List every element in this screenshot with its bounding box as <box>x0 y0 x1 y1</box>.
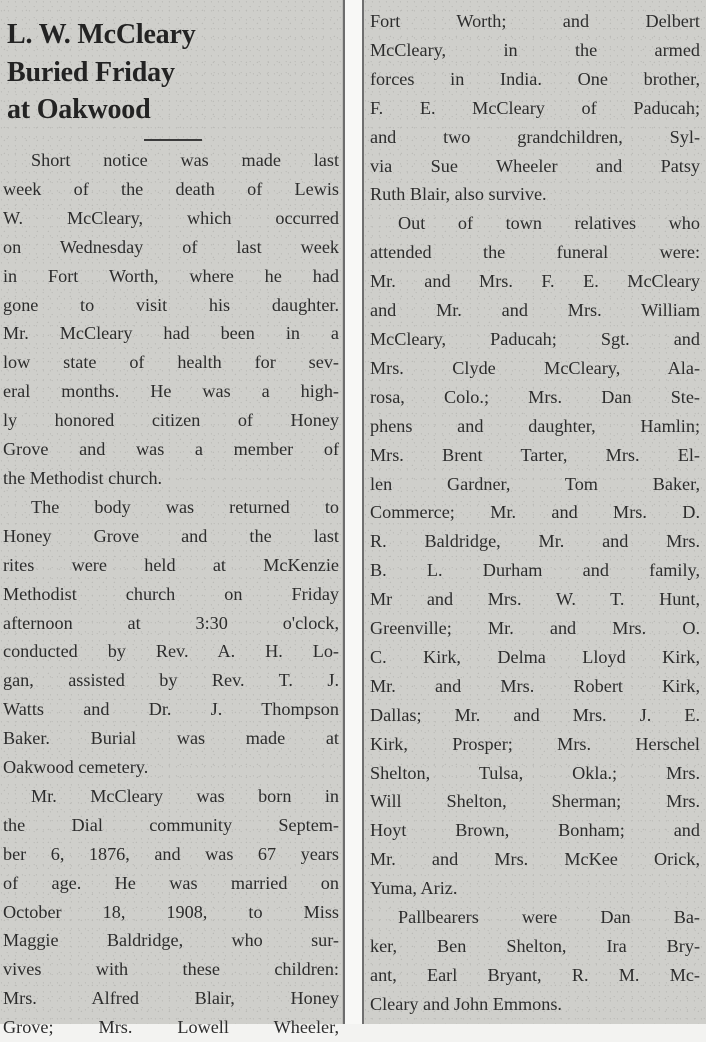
headline-line: Buried Friday <box>7 56 175 88</box>
article-line: Out of town relatives who <box>398 213 700 234</box>
article-line: Kirk, Prosper; Mrs. Herschel <box>370 733 700 754</box>
article-line: The body was returned to <box>31 496 339 517</box>
article-line: conducted by Rev. A. H. Lo- <box>3 641 339 662</box>
article-line: Mr. and Mrs. F. E. McCleary <box>370 271 700 292</box>
article-line: W. McCleary, which occurred <box>3 207 339 228</box>
article-line: len Gardner, Tom Baker, <box>370 473 700 494</box>
article-line: R. Baldridge, Mr. and Mrs. <box>370 531 700 552</box>
article-line: Watts and Dr. J. Thompson <box>3 699 339 720</box>
article-line: rites were held at McKenzie <box>3 554 339 575</box>
article-line: Mr and Mrs. W. T. Hunt, <box>370 589 700 610</box>
right-article-text <box>370 7 700 1019</box>
article-line: attended the funeral were: <box>370 242 700 263</box>
headline-line: at Oakwood <box>7 94 151 126</box>
article-line: of age. He was married on <box>3 872 339 893</box>
article-line: eral months. He was a high- <box>3 381 339 402</box>
article-line: gone to visit his daughter. <box>3 294 339 315</box>
article-line: Ruth Blair, also survive. <box>370 184 547 205</box>
article-line: Short notice was made last <box>31 150 339 170</box>
article-line: Dallas; Mr. and Mrs. J. E. <box>370 704 700 725</box>
article-line: Mr. and Mrs. McKee Orick, <box>370 849 700 870</box>
article-line: Mrs. Alfred Blair, Honey <box>3 988 339 1009</box>
article-line: Mr. and Mrs. Robert Kirk, <box>370 675 700 696</box>
article-line: phens and daughter, Hamlin; <box>370 415 700 436</box>
article-line: ber 6, 1876, and was 67 years <box>3 843 339 864</box>
article-line: Pallbearers were Dan Ba- <box>398 907 700 928</box>
article-line: ant, Earl Bryant, R. M. Mc- <box>370 964 700 985</box>
article-line: the Dial community Septem- <box>3 814 339 835</box>
headline-line: L. W. McCleary <box>7 19 196 50</box>
article-line: afternoon at 3:30 o'clock, <box>3 612 339 633</box>
article-line: via Sue Wheeler and Patsy <box>370 155 700 176</box>
article-line: in Fort Worth, where he had <box>3 265 339 286</box>
article-line: Grove and was a member of <box>3 439 339 460</box>
article-line: Mr. McCleary was born in <box>31 785 339 806</box>
article-line: ly honored citizen of Honey <box>3 410 339 431</box>
article-line: ker, Ben Shelton, Ira Bry- <box>370 936 700 956</box>
article-line: October 18, 1908, to Miss <box>3 901 339 922</box>
article-line: low state of health for sev- <box>3 352 339 373</box>
article-line: and two grandchildren, Syl- <box>370 126 700 147</box>
article-line: McCleary, in the armed <box>370 39 700 60</box>
article-line: Greenville; Mr. and Mrs. O. <box>370 618 700 639</box>
article-line: Methodist church on Friday <box>3 583 339 604</box>
article-line: C. Kirk, Delma Lloyd Kirk, <box>370 646 700 667</box>
article-line: vives with these children: <box>3 959 339 980</box>
article-line: F. E. McCleary of Paducah; <box>370 97 700 118</box>
article-line: gan, assisted by Rev. T. J. <box>3 670 339 691</box>
article-line: Fort Worth; and Delbert <box>370 11 700 31</box>
article-line: Commerce; Mr. and Mrs. D. <box>370 502 700 523</box>
article-line: McCleary, Paducah; Sgt. and <box>370 328 700 349</box>
article-line: and Mr. and Mrs. William <box>370 300 700 321</box>
article-line: B. L. Durham and family, <box>370 560 700 581</box>
article-headline <box>7 16 337 129</box>
article-line: Yuma, Ariz. <box>370 878 458 899</box>
article-line: Maggie Baldridge, who sur- <box>3 930 339 951</box>
article-line: Cleary and John Emmons. <box>370 993 562 1014</box>
article-line: the Methodist church. <box>3 467 163 488</box>
article-line: Hoyt Brown, Bonham; and <box>370 820 700 841</box>
article-line: Baker. Burial was made at <box>3 728 339 749</box>
column-gap <box>345 0 362 1024</box>
article-line: Mr. McCleary had been in a <box>3 323 339 344</box>
article-line: rosa, Colo.; Mrs. Dan Ste- <box>370 386 700 407</box>
article-line: Mrs. Clyde McCleary, Ala- <box>370 357 700 378</box>
article-line: Honey Grove and the last <box>3 525 339 546</box>
article-line: on Wednesday of last week <box>3 236 339 257</box>
article-line: week of the death of Lewis <box>3 178 339 199</box>
article-line: Mrs. Brent Tarter, Mrs. El- <box>370 444 700 465</box>
headline-rule <box>144 139 202 141</box>
article-line: Will Shelton, Sherman; Mrs. <box>370 791 700 812</box>
article-line: Grove; Mrs. Lowell Wheeler, <box>3 1017 339 1038</box>
article-line: Shelton, Tulsa, Okla.; Mrs. <box>370 762 700 783</box>
article-line: forces in India. One brother, <box>370 68 700 89</box>
left-article-text <box>3 146 339 1042</box>
article-line: Oakwood cemetery. <box>3 757 149 778</box>
